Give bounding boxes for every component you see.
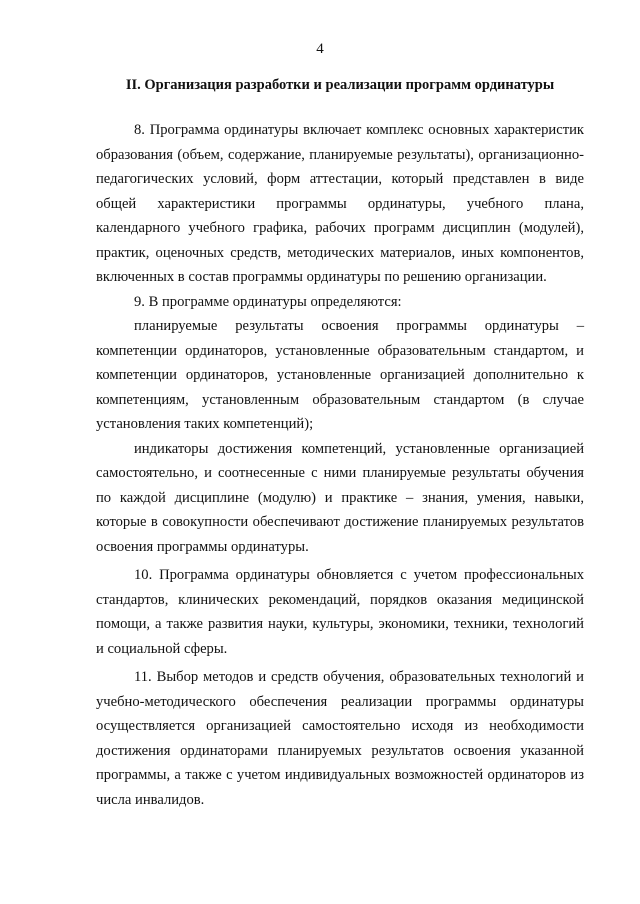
paragraph-9-indicators: индикаторы достижения компетенций, установленные организацией самостоятельно, и соотнесенные с ними планируемые результаты обучения по каждой дисциплине (модулю) и практике – знания, умения, навыки, которые в совокупности обеспечивают достижение планируемых результатов освоения программы ординатуры. xyxy=(96,440,584,555)
paragraph-11: 11. Выбор методов и средств обучения, образовательных технологий и учебно-методического обеспечения реализации программы ординатуры осуществляется организацией самостоятельно исходя из необходимости достижения ординаторами планируемых результатов освоения указанной программы, а также с учетом индивидуальных возможностей ординаторов из числа инвалидов. xyxy=(96,669,584,808)
page-number: 4 xyxy=(316,41,324,57)
paragraph-9: 9. В программе ординатуры определяются: xyxy=(134,293,402,310)
section-title: II. Организация разработки и реализации программ ординатуры xyxy=(125,77,555,93)
paragraph-10: 10. Программа ординатуры обновляется с учетом профессиональных стандартов, клинических рекомендаций, порядков оказания медицинской помощи, а также развития науки, культуры, экономики, техники, технологий и социальной сферы. xyxy=(96,567,584,657)
paragraph-9-results: планируемые результаты освоения программы ординатуры – компетенции ординаторов, установленные образовательным стандартом, и компетенции ординаторов, установленные организацией дополнительно к компетенциям, установленным образовательным стандартом (в случае установления таких компетенций); xyxy=(96,318,584,432)
document-body xyxy=(96,118,584,812)
paragraph-8: 8. Программа ординатуры включает комплекс основных характеристик образования (объем, содержание, планируемые результаты), организационно-педагогических условий, форм аттестации, который представлен в виде общей характеристики программы ординатуры, учебного плана, календарного учебного графика, рабочих программ дисциплин (модулей), практик, оценочных средств, методических материалов, иных компонентов, включенных в состав программы ординатуры по решению организации. xyxy=(96,122,584,285)
